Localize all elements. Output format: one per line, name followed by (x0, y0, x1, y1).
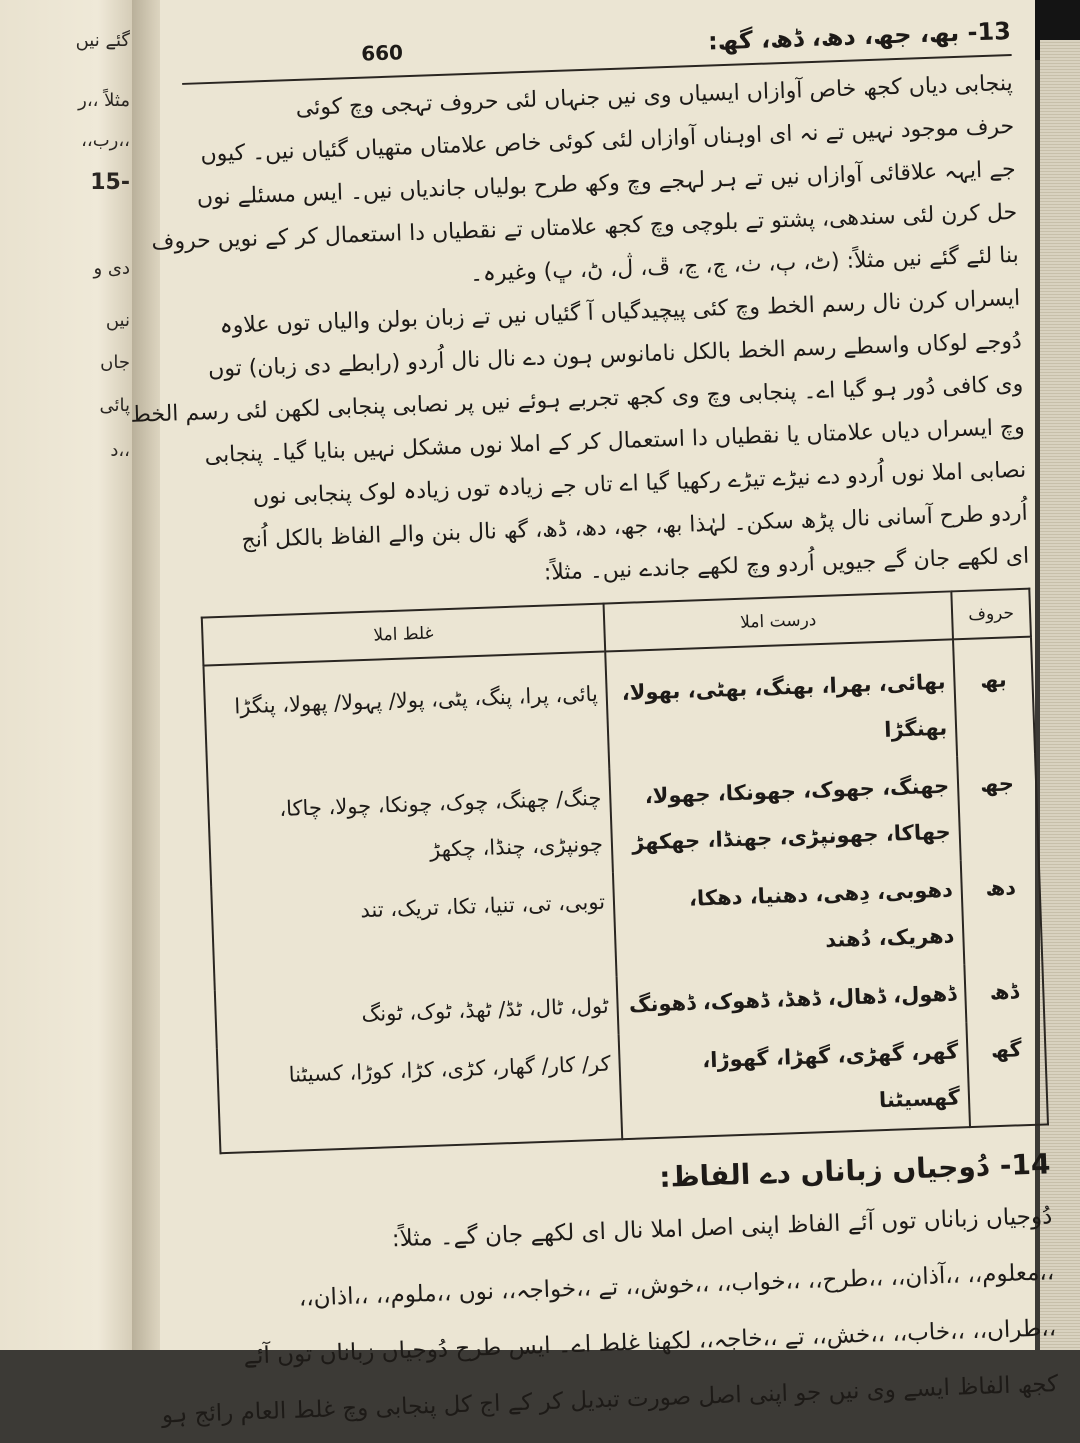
left-page-fragment: ،،رب،، (81, 130, 130, 151)
cell-correct: جھنگ، جھوک، جھونکا، جھولا، جھاکا، جھونپڑی، جھنڈا، جھکھڑ (609, 756, 960, 872)
header-correct: درست املا (604, 591, 953, 651)
left-page-fragment: نیں (105, 310, 130, 331)
cell-correct: بھائی، بھرا، بھنگ، بھٹی، بھولا، بھنگڑا (605, 639, 957, 768)
text-line: اُردو طرح آسانی نال پڑھ سکن۔ لہٰذا بھ، جھ، دھ، ڈھ، گھ نال بنن والے الفاظ بالکل اُنج (241, 500, 1029, 554)
left-page-fragment: مثلاً ،،ر (78, 90, 130, 111)
cell-letter: گھ (966, 1019, 1048, 1127)
text-line: ایسراں کرن نال رسم الخط وچ کئی پیچیدگیاں آ گئیاں نیں تے زبان بولن والیاں توں علاوہ (219, 285, 1021, 339)
cell-wrong: پائی، پرا، پنگ، پٹی، پولا/ پہولا/ پھولا، پنگڑا (203, 652, 609, 783)
cell-correct: ڈھول، ڈھال، ڈھڈ، ڈھوک، ڈھونگ (617, 964, 967, 1034)
cell-wrong: توبی، تی، تنیا، تکا، تریک، تند (211, 872, 616, 990)
paragraph-1 (130, 62, 1030, 607)
paragraph-2 (161, 1188, 1059, 1441)
previous-page-edge (0, 0, 140, 1350)
cell-wrong: کر/ کار/ گھار، کڑی، کڑا، کوڑا، کسیٹنا (217, 1034, 622, 1153)
text-line: وی کافی دُور ہو گیا اے۔ پنجابی وچ وی کجھ تجربے ہوئے نیں پر نصابی پنجابی لکھن لئی رسم الخط (130, 371, 1024, 428)
left-page-fragment: ،،د (110, 440, 130, 461)
cell-correct: گھر، گھڑی، گھڑا، گھوڑا، گھسیٹنا (619, 1022, 970, 1139)
header-letter: حروف (951, 589, 1031, 640)
cell-letter: ڈھ (964, 961, 1044, 1022)
left-page-fragment: جاں (100, 352, 130, 373)
left-page-fragment: گئے نیں (75, 30, 130, 51)
left-page-fragment: پائی (99, 395, 130, 416)
book-page (130, 0, 1059, 1429)
text-line: دُوجے لوکاں واسطے رسم الخط بالکل نامانوس ہون دے نال نال اُردو (رابطے دی زبان) توں (207, 328, 1023, 383)
cell-correct: دھوبی، دِھی، دھنیا، دھکا، دھریک، دُھند (613, 860, 964, 976)
cell-letter: جھ (957, 754, 1039, 861)
header-wrong: غلط املا (202, 604, 605, 666)
text-line: ای لکھے جان گے جیویں اُردو وچ لکھے جاندے نیں۔ مثلاً: (543, 543, 1030, 586)
left-page-fragment: دی و (93, 258, 130, 279)
cell-letter: دھ (961, 858, 1043, 965)
text-line: کجھ الفاظ ایسے وی نیں جو اپنی اصل صورت تبدیل کر کے اج کل پنجابی وچ غلط العام رائج ہو (161, 1371, 1059, 1429)
left-page-fragment: -15 (90, 170, 130, 195)
text-line: دُوجیاں زباناں توں آئے الفاظ اپنی اصل املا نال ای لکھے جان گے۔ مثلاً: (391, 1203, 1053, 1253)
text-line: نصابی املا نوں اُردو دے نیڑے تیڑے رکھیا گیا اے تاں جے زیادہ توں زیادہ لوک پنجابی نوں (252, 457, 1027, 510)
cell-wrong: ٹول، ٹال، ٹڈ/ ٹھڈ، ٹوک، ٹونگ (215, 976, 619, 1048)
text-line: ،،طراں،، ،،خاب،، ،،خش،، تے ،،خاجہ،، لکھنا غلط اے۔ ایس طرح دُوجیاں زباناں توں آئے (243, 1315, 1057, 1370)
section-14-heading: 14- دُوجیاں زباناں دے الفاظ: (658, 1147, 1051, 1194)
text-line: حل کرن لئی سندھی، پشتو تے بلوچی وچ کجھ علامتاں تے نقطیاں دا استعمال کر کے نویں حروف (151, 199, 1018, 256)
page-content (130, 8, 1060, 1441)
text-line: وچ ایسراں دیاں علامتاں یا نقطیاں دا استعمال کر کے املا نوں مشکل نہیں بنایا گیا۔ پنجابی (204, 414, 1026, 469)
cell-wrong: چنگ/ چھنگ، چوک، چونکا، چولا، چاکا، چونپڑی، چنڈا، چکھڑ (208, 768, 613, 886)
page-number: 660 (360, 40, 404, 66)
cell-letter: بھ (953, 637, 1035, 757)
text-line: ،،معلوم،، ،،آذان،، ،،طرح،، ،،خواب،، ،،خوش،، تے ،،خواجہ،، نوں ،،ملوم،، ،،اذان،، (298, 1259, 1055, 1312)
section-13-heading: 13- بھ، جھ، دھ، ڈھ، گھ: (707, 16, 1012, 56)
spelling-table (201, 588, 1049, 1155)
text-line: پنجابی دیاں کجھ خاص آوازاں ایسیاں وی نیں جنہاں لئی حروف تہجی وچ کوئی (295, 70, 1014, 121)
text-line: حرف موجود نہیں تے نہ ای اوہناں آوازاں لئی کوئی خاص علامتاں متھیاں گئیاں نیں۔ کیوں (200, 113, 1015, 168)
text-line: بنا لئے گئے نیں مثلاً: (ٹ، ٻ، ٺ، ڄ، ڃ، ڦ، ڷ، ڻ، ڀ) وغیرہ۔ (469, 242, 1020, 287)
text-line: جے ایہہ علاقائی آوازاں نیں تے ہر لہجے وچ وکھ طرح بولیاں جاندیاں نیں۔ ایس مسئلے نوں (196, 156, 1017, 211)
